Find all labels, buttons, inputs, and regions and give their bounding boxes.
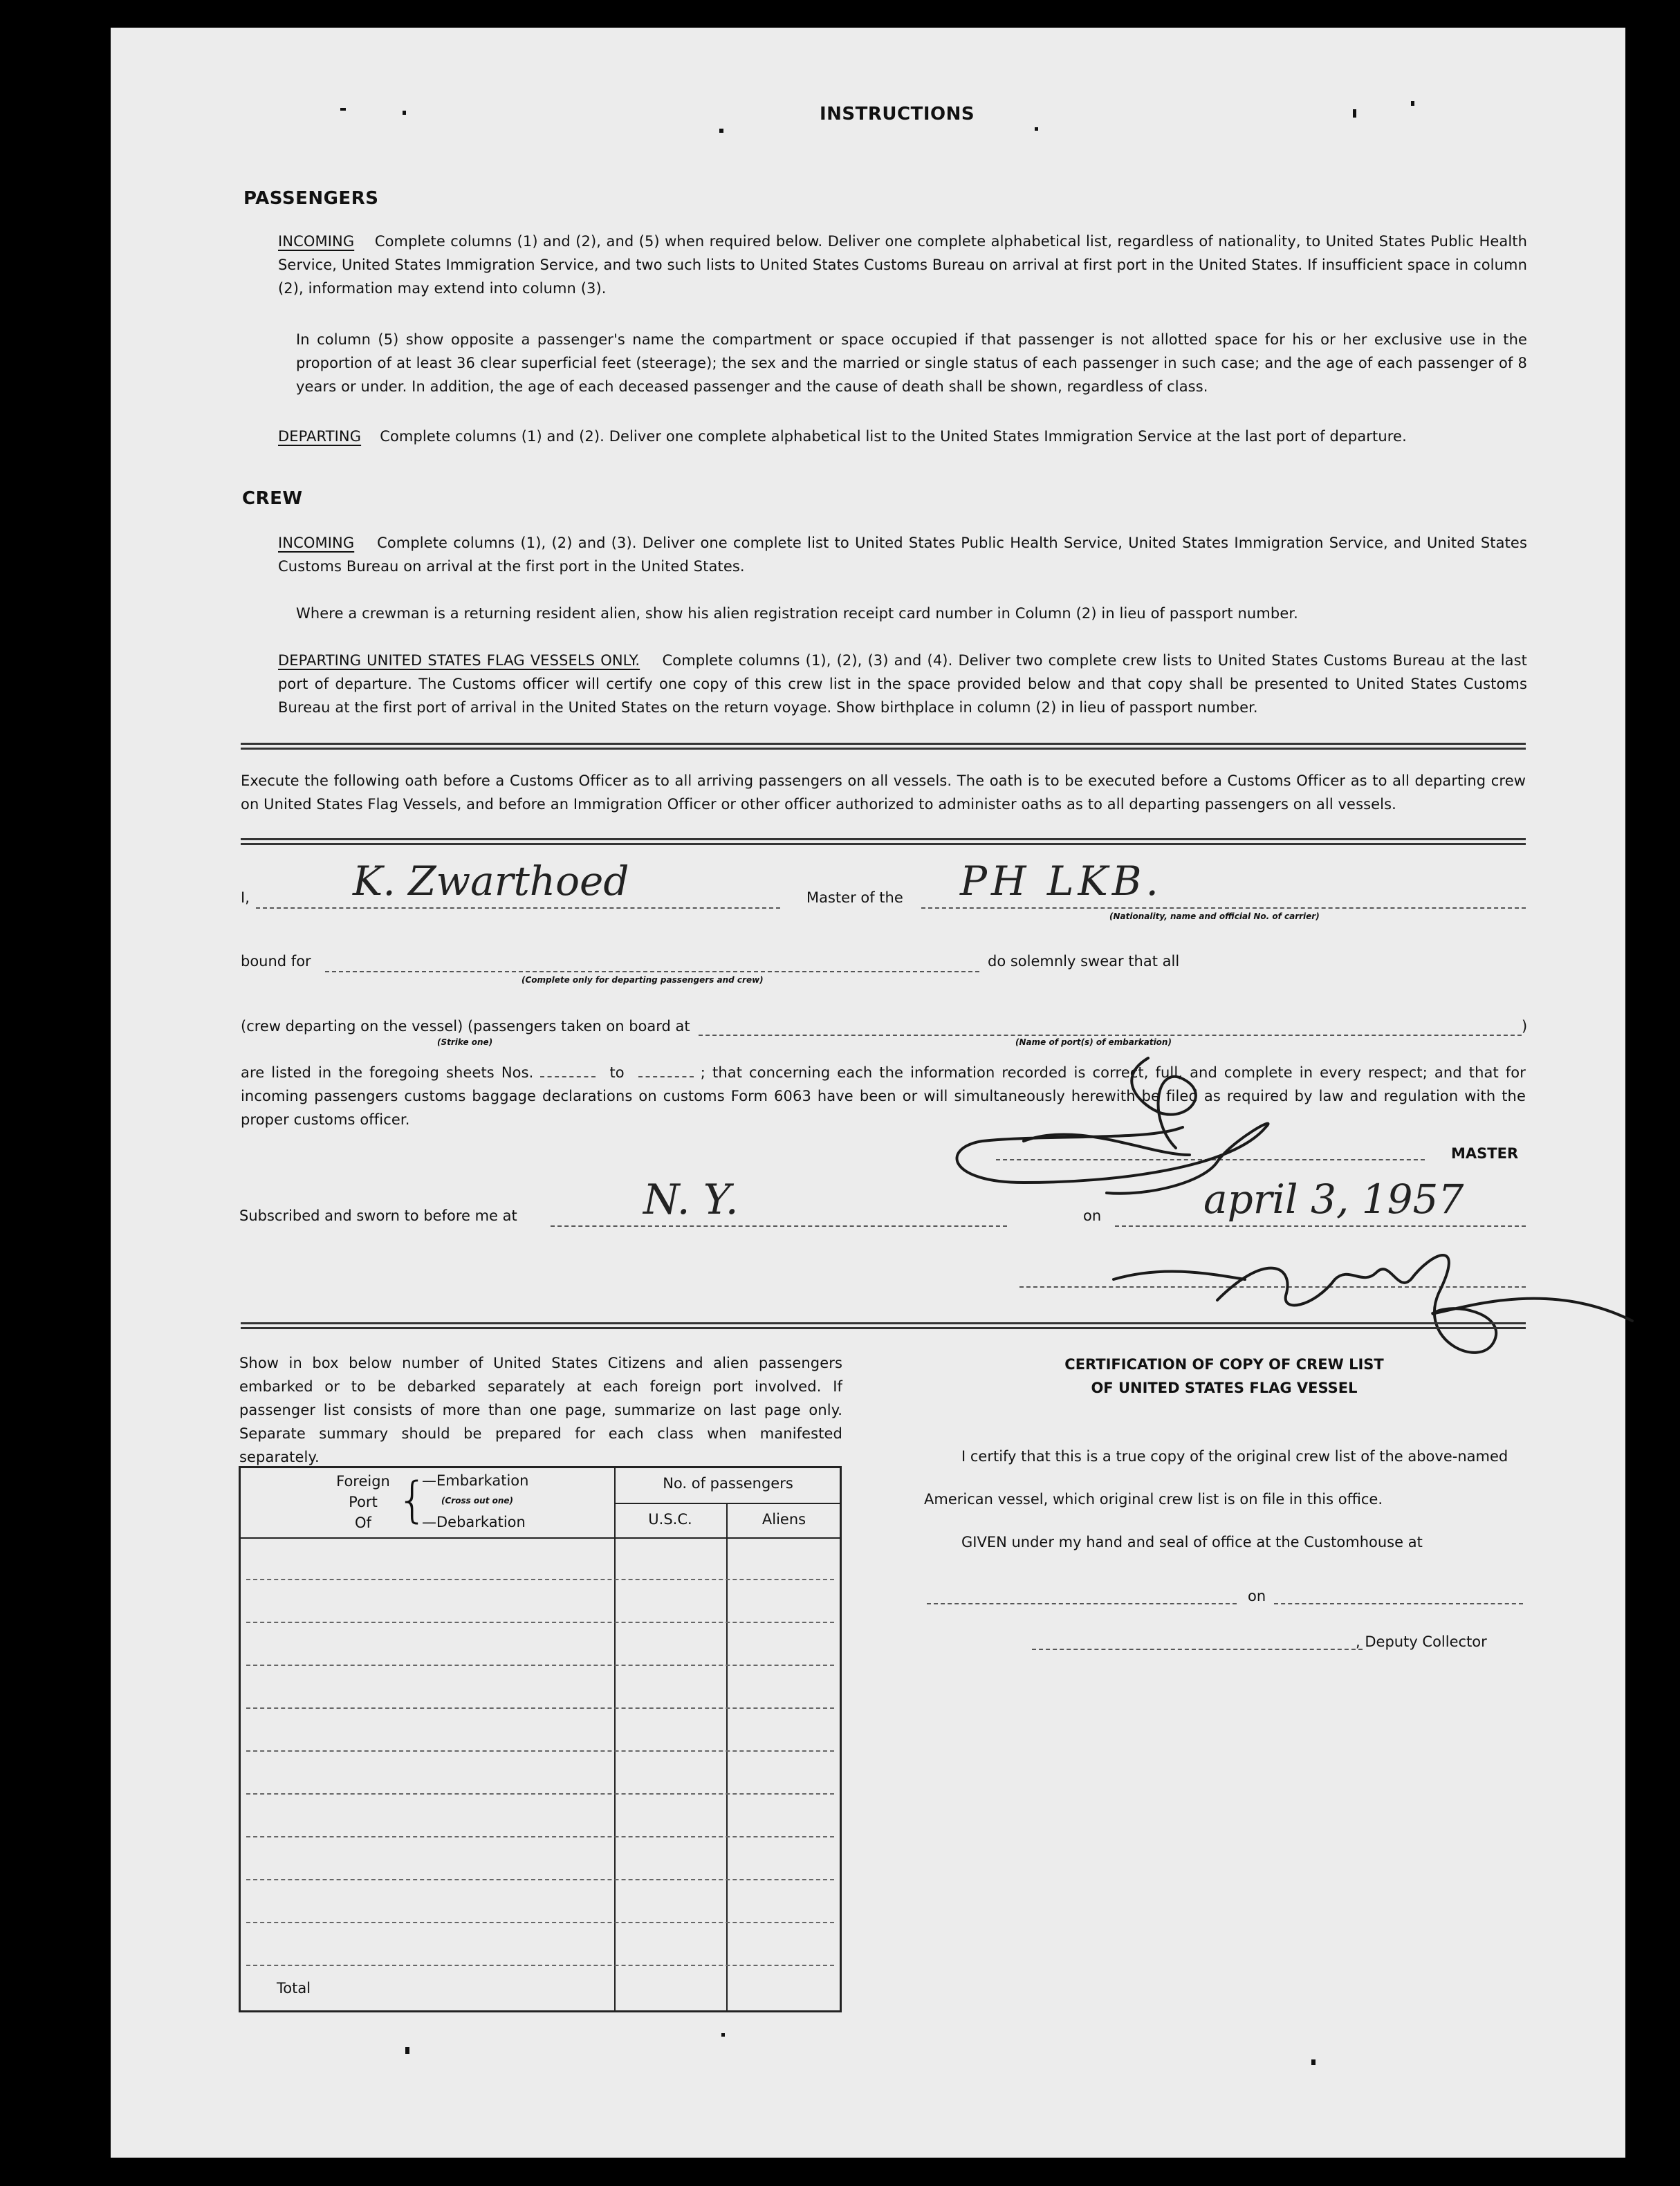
table-row[interactable] <box>246 1579 834 1580</box>
divider-3 <box>241 1322 1526 1329</box>
table-row[interactable] <box>246 1879 834 1880</box>
crew-departing-label: DEPARTING UNITED STATES FLAG VESSELS ONLY. <box>278 652 640 669</box>
crew-departing-paragraph <box>278 649 1527 719</box>
scan-speck <box>721 2033 725 2037</box>
master-name-handwritten: K. Zwarthoed <box>353 858 629 905</box>
deputy-collector-label: , Deputy Collector <box>1356 1633 1487 1650</box>
ports-note: (Name of port(s) of embarkation) <box>1015 1037 1172 1047</box>
passengers-incoming-text: Complete columns (1) and (2), and (5) when required below. Deliver one complete alphabetical list, regardless of nationality, to United States Public Health Service, United States Immigration Service, and two such lists to United States Customs Bureau on arrival at first port in the United States. If insufficient space in column (2), information may extend into column (3). <box>278 233 1528 297</box>
table-header-line <box>241 1537 840 1539</box>
passengers-departing-paragraph <box>278 425 1527 448</box>
crew-resident-text: Where a crewman is a returning resident alien, show his alien registration receipt card number in Column (2) in lieu of passport number. <box>296 605 1298 622</box>
table-row[interactable] <box>246 1793 834 1795</box>
passengers-incoming-paragraph <box>278 230 1527 300</box>
no-of-passengers-header: No. of passengers <box>663 1475 793 1492</box>
table-subheader-line <box>614 1503 840 1504</box>
scan-speck <box>1035 127 1038 131</box>
listed-to: to <box>609 1064 625 1081</box>
customhouse-line[interactable] <box>927 1603 1237 1604</box>
bound-for-label: bound for <box>241 953 311 970</box>
crew-incoming-text: Complete columns (1), (2) and (3). Deliver one complete list to United States Public Health Service, United States Immigration Service, and United States Customs Bureau on arrival at the first port in the United States. <box>278 535 1527 575</box>
total-label: Total <box>277 1980 311 1997</box>
scan-speck <box>1353 109 1356 118</box>
carrier-handwritten: PH LKB. <box>960 858 1163 905</box>
strike-note: (Strike one) <box>437 1037 493 1047</box>
table-divider-1 <box>614 1468 616 2010</box>
debarkation-label: —Debarkation <box>422 1514 526 1530</box>
date-on-label: on <box>1083 1207 1102 1224</box>
passenger-summary-table <box>239 1466 842 2012</box>
table-row[interactable] <box>246 1622 834 1623</box>
table-row[interactable] <box>246 1836 834 1837</box>
scan-speck <box>1411 101 1414 106</box>
oath-i-label: I, <box>241 889 250 906</box>
certification-heading-2: OF UNITED STATES FLAG VESSEL <box>1091 1380 1358 1396</box>
crew-incoming-paragraph <box>278 531 1527 578</box>
sheet-from-field[interactable] <box>540 1076 596 1077</box>
bound-for-line <box>325 971 979 972</box>
scan-speck <box>1311 2059 1316 2065</box>
table-row[interactable] <box>246 1665 834 1666</box>
crew-passengers-label: (crew departing on the vessel) (passengers taken on board at <box>241 1018 690 1035</box>
scan-speck <box>403 111 406 115</box>
page-title: INSTRUCTIONS <box>820 104 975 124</box>
swear-label: do solemnly swear that all <box>988 953 1180 970</box>
port-word: Port <box>349 1494 378 1510</box>
scan-speck <box>405 2047 409 2054</box>
carrier-line <box>921 907 1526 909</box>
bound-for-note: (Complete only for departing passengers and crew) <box>521 975 764 985</box>
crew-incoming-label: INCOMING <box>278 535 355 551</box>
cross-out-note: (Cross out one) <box>441 1496 514 1506</box>
certification-heading-1: CERTIFICATION OF COPY OF CREW LIST <box>1064 1356 1384 1373</box>
certification-line-2: American vessel, which original crew list is on file in this office. <box>924 1491 1383 1508</box>
place-handwritten: N. Y. <box>643 1176 739 1224</box>
passengers-heading: PASSENGERS <box>243 188 379 209</box>
date-handwritten: april 3, 1957 <box>1203 1176 1464 1223</box>
certification-line-3: GIVEN under my hand and seal of office at the Customhouse at <box>961 1534 1423 1550</box>
master-label: MASTER <box>1451 1145 1519 1162</box>
foreign-port-of-label <box>332 1471 394 1533</box>
embarkation-label: —Embarkation <box>422 1472 529 1489</box>
usc-header: U.S.C. <box>648 1511 692 1528</box>
officer-signature-icon <box>1107 1238 1646 1369</box>
master-of-label: Master of the <box>806 889 903 906</box>
certification-line-1: I certify that this is a true copy of the original crew list of the above-named <box>961 1448 1508 1465</box>
passengers-departing-label: DEPARTING <box>278 428 362 445</box>
table-row[interactable] <box>246 1707 834 1709</box>
subscribed-label: Subscribed and sworn to before me at <box>239 1207 517 1224</box>
aliens-header: Aliens <box>761 1511 806 1528</box>
crew-departing-text: Complete columns (1), (2), (3) and (4). Deliver two complete crew lists to United States Customs Bureau at the last port of departure. The Customs officer will certify one copy of this crew list in the space provided below and that copy shall be presented to United States Customs Bureau at the first port of arrival in the United States on the return voyage. Show birthplace in column (2) in lieu of passport number. <box>278 652 1528 716</box>
foreign-word: Foreign <box>336 1473 390 1490</box>
divider-2 <box>241 838 1526 845</box>
table-row[interactable] <box>246 1750 834 1752</box>
master-name-line <box>256 907 780 909</box>
table-row[interactable] <box>246 1965 834 1966</box>
summary-instruction: Show in box below number of United States Citizens and alien passengers embarked or to be debarked separately at each foreign port involved. If passenger list consists of more than one page, summarize on last page only. Separate summary should be prepared for each class when manifested separately. <box>239 1355 842 1465</box>
scan-speck <box>719 129 723 133</box>
brace-icon: { <box>397 1472 428 1528</box>
scan-speck <box>340 108 346 111</box>
certification-heading <box>1003 1353 1446 1400</box>
passengers-incoming-label: INCOMING <box>278 233 355 250</box>
sheet-to-field[interactable] <box>638 1076 694 1077</box>
passengers-column5-text: In column (5) show opposite a passenger's name the compartment or space occupied if that passenger is not allotted space for his or her exclusive use in the proportion of at least 36 clear superficial feet (steerage); the sex and the married or single status of each passenger in such case; and the age of each passenger of 8 years or under. In addition, the age of each deceased passenger and the cause of death shall be shown, regardless of class. <box>296 331 1527 395</box>
listed-text-b: ; that concerning each the information recorded is correct, full, and complete in every respect; and that for incoming passengers customs baggage declarations on customs Form 6063 have been or will simultaneously herewith be filed as required by law and regulation with the proper customs officer. <box>241 1064 1526 1128</box>
table-row[interactable] <box>246 1922 834 1923</box>
listed-text-a: are listed in the foregoing sheets Nos. <box>241 1064 534 1081</box>
oath-instruction: Execute the following oath before a Customs Officer as to all arriving passengers on all vessels. The oath is to be executed before a Customs Officer as to all departing crew on United States Flag Vessels, and before an Immigration Officer or other officer authorized to administer oaths as to all departing passengers on all vessels. <box>241 772 1526 813</box>
place-line <box>551 1225 1007 1227</box>
crew-heading: CREW <box>242 488 303 509</box>
close-paren: ) <box>1522 1018 1528 1035</box>
ports-line <box>699 1035 1522 1036</box>
date-line <box>1115 1225 1526 1227</box>
passengers-departing-text: Complete columns (1) and (2). Deliver one complete alphabetical list to the United States Immigration Service at the last port of departure. <box>380 428 1407 445</box>
of-word: Of <box>355 1515 371 1531</box>
carrier-note: (Nationality, name and official No. of carrier) <box>1109 911 1320 921</box>
certification-date-line[interactable] <box>1274 1603 1523 1604</box>
deputy-signature-line[interactable] <box>1032 1649 1363 1650</box>
listed-paragraph <box>241 1061 1526 1131</box>
divider-1 <box>241 743 1526 750</box>
certification-on-label: on <box>1248 1588 1266 1604</box>
